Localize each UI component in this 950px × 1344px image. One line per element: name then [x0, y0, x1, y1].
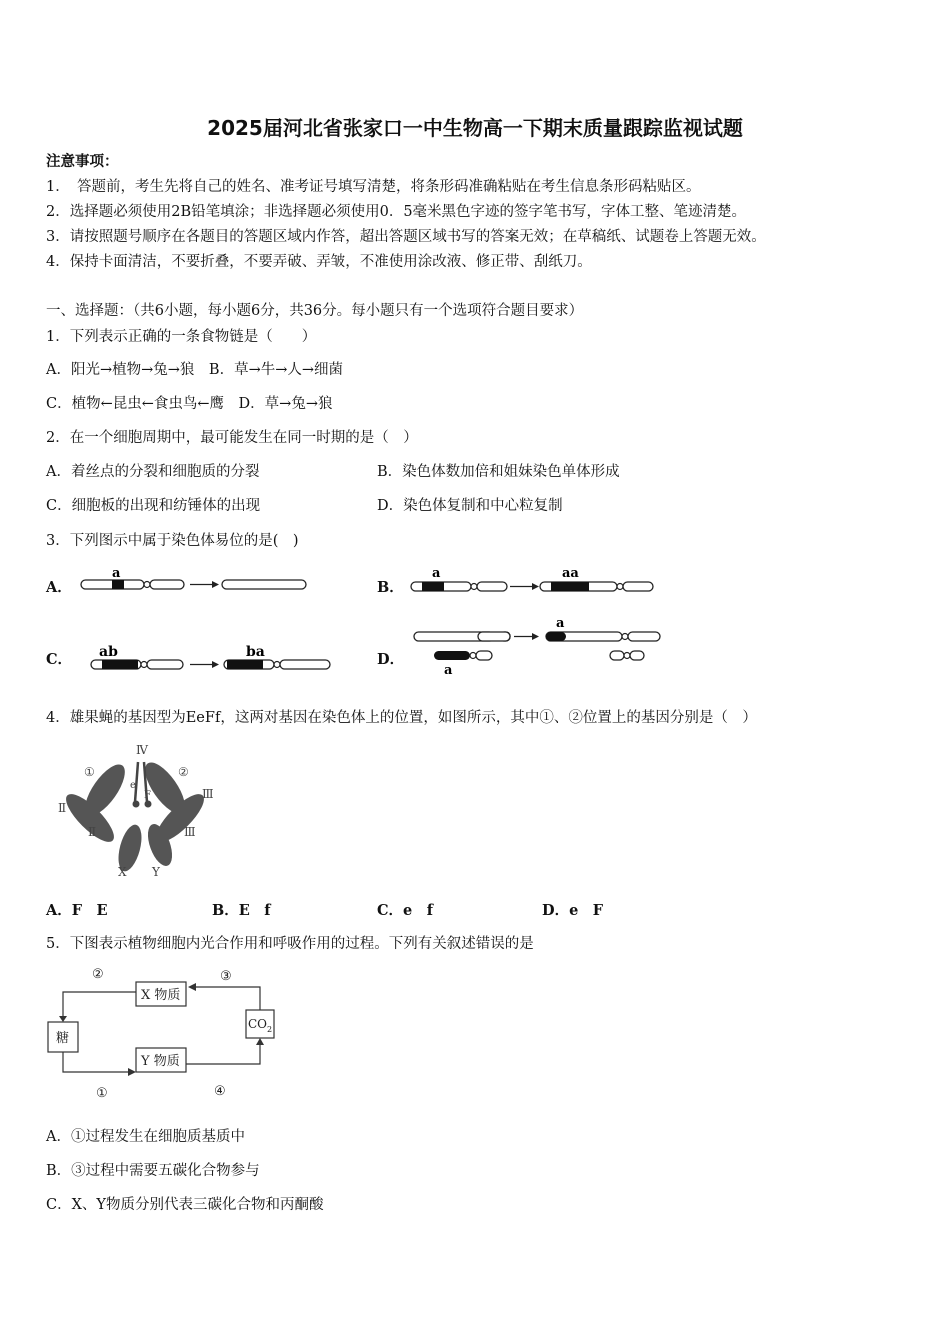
- q4-label-x: X: [118, 865, 127, 879]
- q2-stem: 2．在一个细胞周期中，最可能发生在同一时期的是（ ）: [46, 430, 418, 446]
- q3-label-b: B．: [377, 579, 404, 596]
- q3b-gene-label: a: [432, 566, 441, 581]
- q5-step-2: ②: [92, 967, 104, 982]
- q3d-gene-label-right: a: [556, 616, 565, 631]
- page-title: 2025届河北省张家口一中生物高一下期末质量跟踪监视试题: [207, 116, 743, 140]
- notice-heading: 注意事项：: [46, 153, 119, 170]
- q5-label-co2: CO: [248, 1017, 268, 1031]
- q1-stem: 1．下列表示正确的一条食物链是（ ）: [46, 329, 317, 345]
- q5-step-4: ④: [214, 1084, 226, 1099]
- notice-item: 1． 答题前，考生先将自己的姓名、准考证号填写清楚，将条形码准确粘贴在考生信息条形码粘贴区。: [46, 179, 701, 195]
- q4-label-iii-lower: Ⅲ: [184, 825, 196, 839]
- q1-options-row1: A．阳光→植物→兔→狼 B．草→牛→人→细菌: [46, 362, 344, 378]
- q5-label-sugar: 糖: [56, 1031, 70, 1046]
- q3-stem: 3．下列图示中属于染色体易位的是( ): [46, 533, 299, 549]
- q3c-gene-label-inverted: ba: [246, 644, 265, 660]
- q5-label-co2-subscript: 2: [267, 1025, 273, 1034]
- q4-label-iv: Ⅳ: [136, 743, 148, 757]
- q4-option-b: B．E f: [212, 902, 271, 919]
- q4-label-y: Y: [152, 865, 160, 879]
- q4-option-c: C．e f: [377, 902, 434, 919]
- q3-label-c: C．: [46, 651, 73, 668]
- q5-option-b: B．③过程中需要五碳化合物参与: [46, 1163, 260, 1179]
- q4-position-2: ②: [178, 765, 189, 779]
- q3-figure-d: [406, 614, 666, 680]
- q2-option-c: C．细胞板的出现和纺锤体的出现: [46, 498, 261, 514]
- q5-step-3: ③: [220, 969, 232, 984]
- q5-step-1: ①: [96, 1086, 108, 1101]
- q4-option-a: A．F E: [46, 902, 108, 919]
- q5-label-y: Y 物质: [141, 1054, 180, 1069]
- q3d-gene-label-left: a: [444, 663, 453, 678]
- q3-label-d: D．: [377, 651, 405, 668]
- q4-label-iii-right: Ⅲ: [202, 787, 214, 801]
- q4-stem: 4．雄果蝇的基因型为EeFf，这两对基因在染色体上的位置，如图所示，其中①、②位置上的基因分别是（ ）: [46, 710, 757, 726]
- q2-option-d: D．染色体复制和中心粒复制: [377, 498, 563, 514]
- q4-label-ii-left: Ⅱ: [58, 801, 67, 815]
- q3-figure-b: [406, 564, 666, 598]
- notice-item: 2．选择题必须使用2B铅笔填涂；非选择题必须使用0．5毫米黑色字迹的签字笔书写，字体工整、笔迹清楚。: [46, 204, 747, 220]
- section-heading: 一、选择题：（共6小题，每小题6分，共36分。每小题只有一个选项符合题目要求）: [46, 303, 584, 319]
- q4-gene-e: e: [130, 780, 136, 791]
- q5-process-diagram: [40, 960, 290, 1110]
- q5-label-x: X 物质: [141, 988, 181, 1003]
- q4-gene-f: F: [144, 790, 151, 801]
- q5-option-c: C．X、Y物质分别代表三碳化合物和丙酮酸: [46, 1197, 324, 1213]
- q3a-gene-label: a: [112, 566, 121, 581]
- q3-figure-c: [76, 640, 338, 676]
- q3c-gene-label: ab: [99, 644, 118, 660]
- q5-stem: 5．下图表示植物细胞内光合作用和呼吸作用的过程。下列有关叙述错误的是: [46, 936, 534, 952]
- q4-label-ii-lower: Ⅱ: [88, 825, 97, 839]
- notice-item: 4．保持卡面清洁，不要折叠，不要弄破、弄皱，不准使用涂改液、修正带、刮纸刀。: [46, 254, 592, 270]
- q4-position-1: ①: [84, 765, 95, 779]
- q5-option-a: A．①过程发生在细胞质基质中: [46, 1129, 245, 1145]
- q1-options-row2: C．植物←昆虫←食虫鸟←鹰 D．草→兔→狼: [46, 396, 333, 412]
- notice-item: 3．请按照题号顺序在各题目的答题区域内作答，超出答题区域书写的答案无效；在草稿纸、试题卷上答题无效。: [46, 229, 766, 245]
- q4-chromosome-figure: [50, 740, 220, 880]
- q3-label-a: A．: [46, 579, 72, 596]
- q4-option-d: D．e F: [542, 902, 604, 919]
- q3-figure-a: [76, 564, 316, 598]
- q2-option-a: A．着丝点的分裂和细胞质的分裂: [46, 464, 260, 480]
- q3b-gene-label-duplicated: aa: [562, 566, 579, 581]
- q2-option-b: B．染色体数加倍和姐妹染色单体形成: [377, 464, 620, 480]
